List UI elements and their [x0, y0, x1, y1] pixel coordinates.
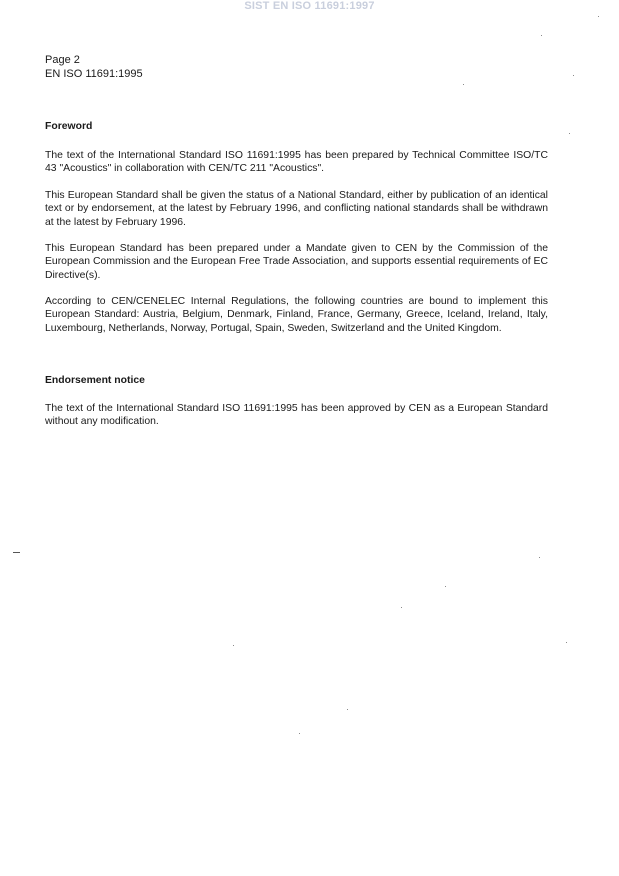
scan-speck: [233, 645, 234, 646]
foreword-paragraph-2: This European Standard shall be given the status of a National Standard, either by publication of an identical text or by endorsement, at the latest by February 1996, and conflicting national standards shall be withdrawn at the latest by February 1996.: [45, 190, 548, 228]
scan-speck: [541, 35, 542, 36]
document-reference: EN ISO 11691:1995: [45, 68, 143, 80]
page-header: [45, 53, 143, 81]
scan-speck: [598, 16, 599, 17]
page-label: Page 2: [45, 54, 80, 66]
watermark: SIST EN ISO 11691:1997: [244, 0, 375, 12]
scan-speck: [573, 75, 574, 76]
foreword-paragraph-3: This European Standard has been prepared under a Mandate given to CEN by the Commission of the European Commission and the European Free Trade Association, and supports essential requirements of EC Directive(s).: [45, 243, 548, 281]
scan-speck: [463, 84, 464, 85]
scan-speck: [539, 557, 540, 558]
foreword-paragraph-4: According to CEN/CENELEC Internal Regulations, the following countries are bound to implement this European Standard: Austria, Belgium, Denmark, Finland, France, Germany, Greece, Iceland, Ireland, Italy, Luxembourg, Netherlands, Norway, Portugal, Spain, Sweden, Switzerland and the United Kingdom.: [45, 296, 548, 334]
foreword-paragraph-1: The text of the International Standard ISO 11691:1995 has been prepared by Technical Committee ISO/TC 43 "Acoustics" in collaboration with CEN/TC 211 "Acoustics".: [45, 150, 548, 175]
foreword-heading: Foreword: [45, 121, 93, 132]
scan-speck: [445, 586, 446, 587]
scan-speck: [569, 133, 570, 134]
margin-mark: [13, 552, 20, 553]
endorsement-heading: Endorsement notice: [45, 375, 145, 386]
scan-speck: [401, 607, 402, 608]
endorsement-paragraph: The text of the International Standard ISO 11691:1995 has been approved by CEN as a European Standard without any modification.: [45, 403, 548, 428]
scan-speck: [299, 733, 300, 734]
scan-speck: [566, 642, 567, 643]
scan-speck: [347, 709, 348, 710]
